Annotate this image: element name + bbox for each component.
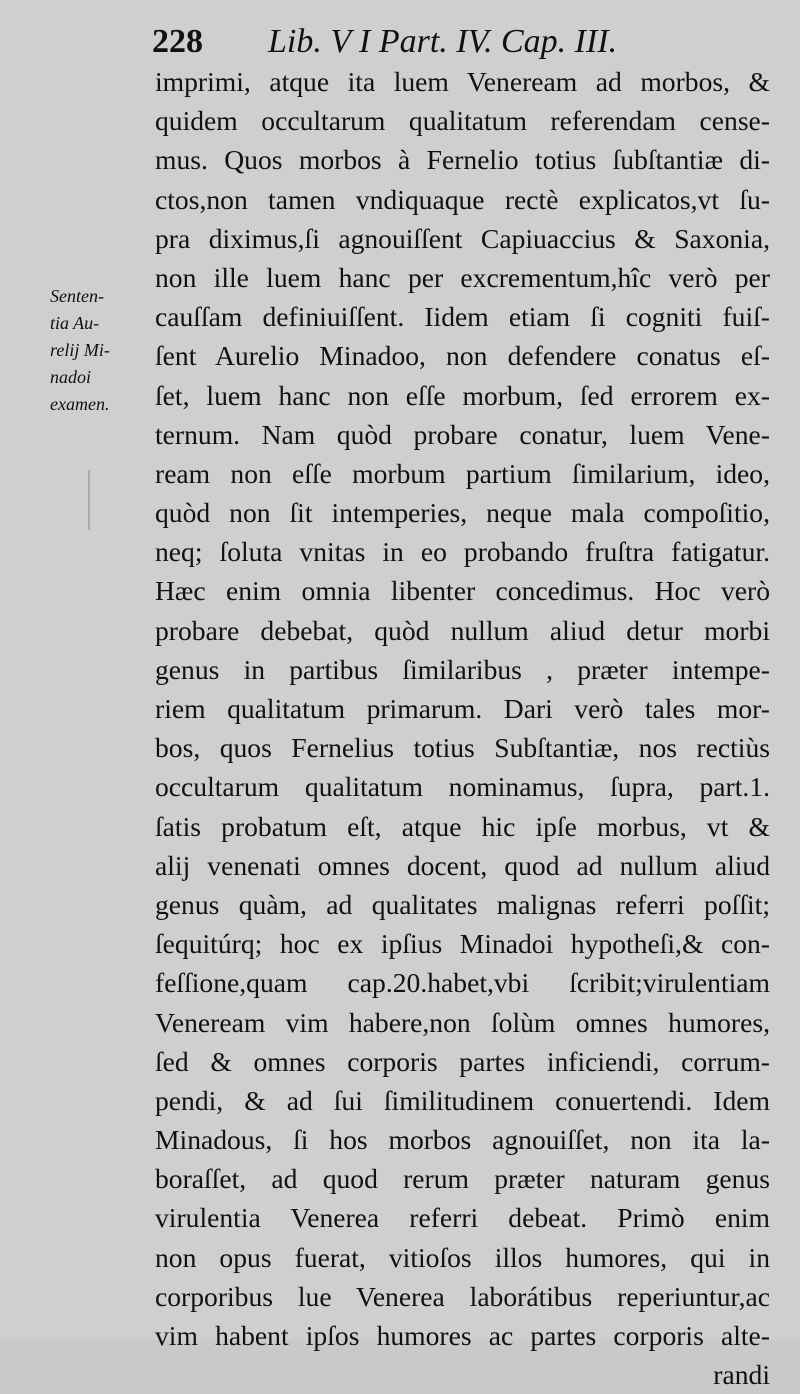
text-line: ream non eſſe morbum partium ſimilarium, ideo, (155, 457, 770, 489)
page-header (152, 22, 770, 62)
body-text (155, 62, 770, 1394)
text-line: Veneream vim habere,non ſolùm omnes humores, (155, 1006, 770, 1038)
text-line: pendi, & ad ſui ſimilitudinem conuertendi. Idem (155, 1084, 770, 1116)
page-number: 228 (152, 23, 203, 60)
catchword: randi (713, 1359, 770, 1391)
text-line: quòd non ſit intemperies, neque mala compoſitio, (155, 497, 770, 529)
margin-note-line: nadoi (50, 367, 92, 387)
text-line: feſſione,quam cap.20.habet,vbi ſcribit;virulentiam (155, 967, 770, 999)
margin-note (50, 283, 150, 418)
text-line: riem qualitatum primarum. Dari verò tales mor- (155, 693, 770, 724)
text-line: non ille luem hanc per excrementum,hîc verò per (155, 261, 770, 293)
text-line: mus. Quos morbos à Fernelio totius ſubſtantiæ di- (155, 144, 770, 176)
text-line: imprimi, atque ita luem Veneream ad morbos, & (155, 66, 770, 97)
margin-note-line: tia Au- (50, 313, 100, 333)
page-mark (88, 470, 90, 530)
margin-note-line: Senten- (50, 286, 104, 306)
text-line: quidem occultarum qualitatum referendam cense- (155, 105, 770, 137)
text-line: ſatis probatum eſt, atque hic ipſe morbus, vt & (155, 810, 770, 842)
text-line: neq; ſoluta vnitas in eo probando fruſtra fatigatur. (155, 536, 770, 568)
text-line: ternum. Nam quòd probare conatur, luem Vene- (155, 418, 770, 450)
text-line: Hæc enim omnia libenter concedimus. Hoc verò (155, 575, 770, 607)
margin-note-line: relij Mi- (50, 340, 110, 360)
text-line: genus quàm, ad qualitates malignas referri poſſit; (155, 888, 770, 920)
text-line: ſet, luem hanc non eſſe morbum, ſed errorem ex- (155, 379, 770, 411)
text-line: ctos,non tamen vndiquaque rectè explicatos,vt ſu- (155, 183, 770, 215)
text-line: cauſſam definiuiſſent. Iidem etiam ſi cogniti fuiſ- (155, 301, 770, 333)
text-line: probare debebat, quòd nullum aliud detur morbi (155, 614, 770, 646)
margin-note-line: examen. (50, 394, 110, 414)
text-line: occultarum qualitatum nominamus, ſupra, part.1. (155, 771, 770, 803)
text-line: Minadous, ſi hos morbos agnouiſſet, non ita la- (155, 1124, 770, 1156)
text-line: boraſſet, ad quod rerum præter naturam genus (155, 1163, 770, 1195)
text-line: corporibus lue Venerea laborátibus reperiuntur,ac (155, 1280, 770, 1312)
text-line: pra diximus,ſi agnouiſſent Capiuaccius & Saxonia, (155, 222, 770, 254)
text-line: ſed & omnes corporis partes inficiendi, corrum- (155, 1045, 770, 1077)
text-line: non opus fuerat, vitioſos illos humores, qui in (155, 1241, 770, 1273)
text-line: virulentia Venerea referri debeat. Primò enim (155, 1202, 770, 1234)
text-line: genus in partibus ſimilaribus , præter intempe- (155, 653, 770, 685)
text-line: ſequitúrq; hoc ex ipſius Minadoi hypotheſi,& con- (155, 928, 770, 960)
text-line: bos, quos Fernelius totius Subſtantiæ, nos rectiùs (155, 732, 770, 764)
text-line: alij venenati omnes docent, quod ad nullum aliud (155, 849, 770, 881)
text-line: ſent Aurelio Minadoo, non defendere conatus eſ- (155, 340, 770, 372)
running-title: Lib. V I Part. IV. Cap. III. (268, 23, 618, 60)
text-line: vim habent ipſos humores ac partes corporis alte- (155, 1320, 770, 1351)
